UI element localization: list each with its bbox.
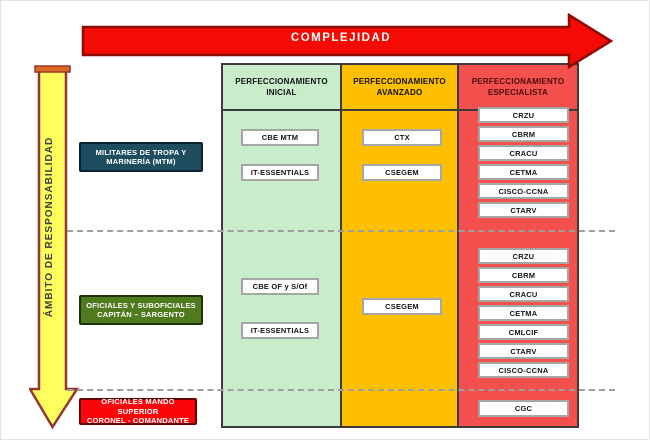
course-box-cisco-ccna: CISCO-CCNA bbox=[478, 183, 569, 199]
course-box-ctarv: CTARV bbox=[478, 202, 569, 218]
course-box-it-essentials: IT-ESSENTIALS bbox=[241, 164, 319, 181]
tier-label-line1: OFICIALES Y SUBOFICIALES bbox=[86, 300, 196, 310]
column-title-line2: AVANZADO bbox=[376, 88, 423, 97]
course-box-cmlcif: CMLCIF bbox=[478, 324, 569, 340]
course-box-csegem: CSEGEM bbox=[362, 164, 442, 181]
column-title-line1: PERFECCIONAMIENTO bbox=[471, 77, 565, 86]
course-box-cbrm: CBRM bbox=[478, 267, 569, 283]
column-header-inicial bbox=[223, 65, 340, 111]
course-box-cbe-of-sof: CBE OF y S/Of bbox=[241, 278, 319, 295]
course-box-cetma: CETMA bbox=[478, 164, 569, 180]
responsibility-arrow-label: ÁMBITO DE RESPONSABILIDAD bbox=[44, 136, 55, 318]
column-title-line2: INICIAL bbox=[266, 88, 297, 97]
tier-label-line2: CORONEL - COMANDANTE bbox=[86, 416, 190, 426]
course-box-cracu: CRACU bbox=[478, 145, 569, 161]
course-box-ctarv: CTARV bbox=[478, 343, 569, 359]
column-title-line1: PERFECCIONAMIENTO bbox=[235, 77, 328, 86]
course-box-it-essentials: IT-ESSENTIALS bbox=[241, 322, 319, 339]
tier-label-mando-superior bbox=[79, 398, 197, 425]
course-box-ctx: CTX bbox=[362, 129, 442, 146]
course-box-csegem: CSEGEM bbox=[362, 298, 442, 315]
course-box-cracu: CRACU bbox=[478, 286, 569, 302]
tier-label-line1: OFICIALES MANDO SUPERIOR bbox=[101, 397, 175, 416]
column-title-line2: ESPECIALISTA bbox=[487, 88, 549, 97]
course-box-cetma: CETMA bbox=[478, 305, 569, 321]
column-header-avanzado bbox=[342, 65, 457, 111]
tier-label-line2: CAPITÁN – SARGENTO bbox=[97, 310, 185, 319]
tier-label-line2: MARINERÍA (MTM) bbox=[106, 157, 176, 166]
course-box-crzu: CRZU bbox=[478, 248, 569, 264]
tier-label-line1: MILITARES DE TROPA Y bbox=[95, 147, 187, 157]
tier-separator-line-2 bbox=[67, 389, 615, 391]
complexity-arrow-label: COMPLEJIDAD bbox=[290, 32, 392, 44]
course-box-cgc: CGC bbox=[478, 400, 569, 417]
column-title-line1: PERFECCIONAMIENTO bbox=[353, 77, 446, 86]
column-perfeccionamiento-avanzado bbox=[340, 63, 459, 428]
tier-label-oficiales-suboficiales bbox=[79, 295, 203, 325]
course-box-cisco-ccna: CISCO-CCNA bbox=[478, 362, 569, 378]
tier-label-mtm bbox=[79, 142, 203, 172]
column-header-especialista bbox=[459, 65, 577, 111]
tier-separator-line-1 bbox=[67, 230, 615, 232]
course-box-crzu: CRZU bbox=[478, 107, 569, 123]
course-box-cbe-mtm: CBE MTM bbox=[241, 129, 319, 146]
column-perfeccionamiento-inicial bbox=[221, 63, 342, 428]
course-box-cbrm: CBRM bbox=[478, 126, 569, 142]
